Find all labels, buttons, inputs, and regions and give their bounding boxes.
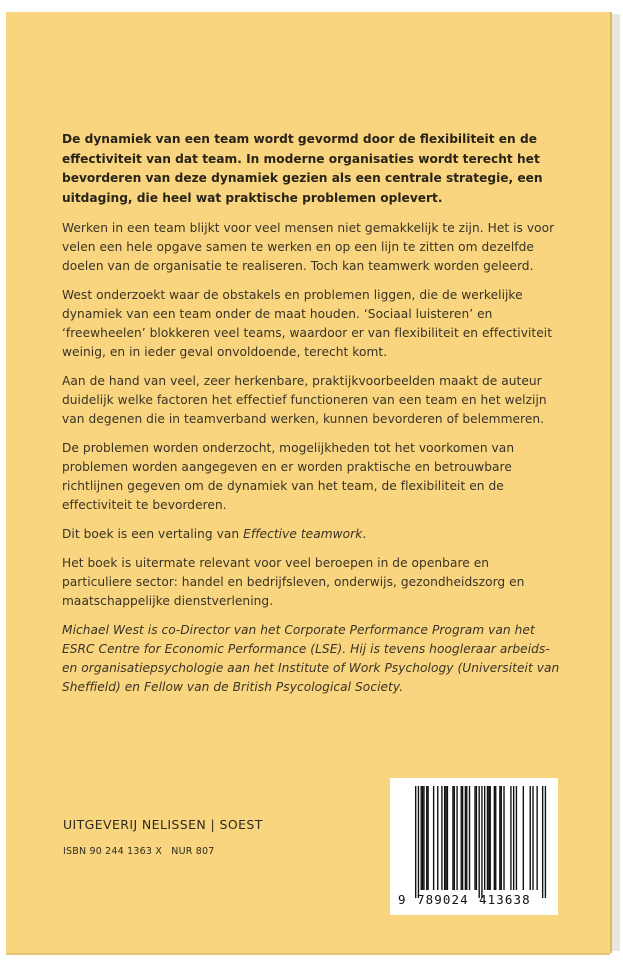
barcode-bar — [536, 786, 537, 890]
barcode-bar — [478, 786, 479, 898]
barcode-bar — [488, 786, 489, 890]
barcode-bar — [469, 786, 470, 890]
barcode-bar — [433, 786, 434, 890]
translation-prefix: Dit boek is een vertaling van — [62, 527, 244, 541]
barcode-bar — [513, 786, 514, 890]
barcode-bar — [503, 786, 504, 890]
barcode-bar — [474, 786, 475, 890]
barcode-bar — [516, 786, 517, 890]
barcode-bar — [437, 786, 438, 890]
original-title: Effective teamwork — [243, 527, 363, 541]
paragraph-1: Werken in een team blijkt voor veel mensen niet gemakkelijk te zijn. Het is voor velen een hele opgave samen te werken en op een lijn te zitten om dezelfde doelen van de organisatie te realiseren. Toch kan teamwerk worden geleerd. — [62, 221, 555, 273]
barcode-bar — [421, 786, 422, 890]
barcode-bar — [456, 786, 457, 890]
barcode — [390, 778, 558, 915]
barcode-bar — [422, 786, 423, 890]
barcode-bar — [466, 786, 467, 890]
barcode-digits — [390, 890, 558, 910]
barcode-bar — [532, 786, 533, 890]
barcode-right-group: 413638 — [479, 892, 531, 907]
barcode-bar — [447, 786, 448, 890]
translation-note — [62, 525, 562, 544]
barcode-bar — [423, 786, 424, 890]
barcode-bar — [441, 786, 442, 890]
barcode-bar — [445, 786, 446, 890]
paragraph-3: Aan de hand van veel, zeer herkenbare, praktijkvoorbeelden maakt de auteur duidelijk welke factoren het effectief functioneren van een team en het welzijn van degenen die in teamverband werken, kunnen bevorderen of belemmeren. — [62, 374, 547, 426]
paragraph-2: West onderzoekt waar de obstakels en problemen liggen, die de werkelijke dynamiek van een team onder de maat houden. ‘Sociaal luisteren’ en ‘freewheelen’ blokkeren veel teams, waardoor er van flexibiliteit en effectiviteit weinig, en in ieder geval onvoldoende, terecht komt. — [62, 288, 553, 359]
isbn-line — [63, 846, 221, 857]
isbn-number: ISBN 90 244 1363 X — [63, 846, 163, 857]
barcode-bar — [499, 786, 500, 890]
barcode-bar — [476, 786, 477, 890]
paragraph-4: De problemen worden onderzocht, mogelijkheden tot het voorkomen van problemen worden aangegeven en er worden praktische en betrouwbare richtlijnen gegeven om de dynamiek van het team, de flexibiliteit en de effectiviteit te bevorderen. — [62, 441, 515, 512]
barcode-bar — [501, 786, 502, 890]
barcode-bar — [452, 786, 453, 890]
barcode-left-group: 789024 — [417, 892, 469, 907]
lead-paragraph: De dynamiek van een team wordt gevormd door de flexibiliteit en de effectiviteit van dat team. In moderne organisaties wordt terecht het bevorderen van deze dynamiek gezien als een centrale strategie, een uitdaging, die heel wat praktische problemen oplevert. — [62, 132, 543, 205]
publisher-name: UITGEVERIJ NELISSEN | SOEST — [63, 817, 263, 832]
barcode-bar — [426, 786, 427, 890]
blurb-text — [62, 130, 562, 707]
paragraph-6: Het boek is uitermate relevant voor veel beroepen in de openbare en particuliere sector: handel en bedrijfsleven, onderwijs, gezondheidszorg en maatschappelijke dienstverlening. — [62, 556, 525, 608]
barcode-bar — [465, 786, 466, 890]
barcode-bar — [481, 786, 482, 898]
barcode-bar — [418, 786, 419, 898]
page-edge — [612, 14, 620, 951]
barcode-bar — [545, 786, 546, 898]
barcode-bar — [530, 786, 531, 890]
barcode-bar — [523, 786, 524, 890]
barcode-bar — [454, 786, 455, 890]
barcode-bar — [510, 786, 511, 890]
barcode-bar — [542, 786, 543, 898]
barcode-bar — [490, 786, 491, 890]
nur-code: NUR 807 — [171, 846, 215, 857]
barcode-bar — [444, 786, 445, 890]
barcode-bar — [487, 786, 488, 890]
barcode-bar — [427, 786, 428, 890]
barcode-bar — [495, 786, 496, 890]
barcode-bar — [415, 786, 416, 898]
barcode-bar — [484, 786, 485, 890]
author-bio: Michael West is co-Director van het Corporate Performance Program van het ESRC Centre for Economic Performance (LSE). Hij is tevens hoogleraar arbeids- en organisatiepsychologie aan het Institute of Work Psychology (Universiteit van Sheffield) en Fellow van de British Psycological Society. — [62, 623, 560, 694]
barcode-bar — [462, 786, 463, 890]
barcode-bar — [461, 786, 462, 890]
barcode-bar — [494, 786, 495, 890]
barcode-first-digit: 9 — [398, 892, 406, 907]
translation-suffix: . — [362, 527, 367, 541]
